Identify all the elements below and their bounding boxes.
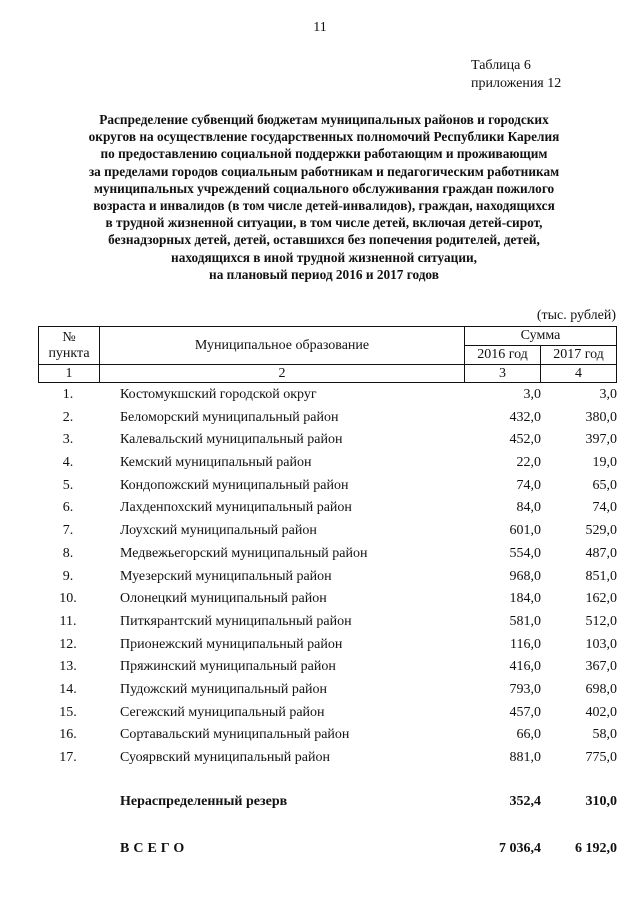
table-row [38, 520, 617, 543]
row-value-2017: 397,0 [585, 432, 617, 448]
row-municipality: Пудожский муниципальный район [120, 681, 328, 697]
row-municipality: Сортавальский муниципальный район [120, 727, 350, 743]
title-line: муниципальных учреждений социального обслуживания граждан пожилого [93, 180, 555, 196]
row-municipality: Питкярантский муниципальный район [120, 613, 352, 629]
row-number: 1. [62, 387, 74, 402]
table-row [38, 566, 617, 589]
row-value-2016: 968,0 [509, 568, 541, 584]
row-municipality: Суоярвский муниципальный район [120, 750, 330, 765]
row-value-2016: 457,0 [509, 704, 541, 720]
row-value-2017: 698,0 [585, 681, 617, 697]
row-number: 6. [62, 500, 74, 516]
row-number: 12. [59, 636, 77, 652]
title-line: в трудной жизненной ситуации, в том числе детей, включая детей-сирот, [105, 215, 543, 231]
header-year-2017: 2017 год [541, 346, 617, 365]
total-row [38, 838, 617, 860]
row-municipality: Муезерский муниципальный район [120, 568, 332, 584]
row-number: 4. [62, 455, 74, 471]
table-row [38, 724, 617, 747]
row-number: 16. [59, 727, 77, 743]
row-value-2017: 65,0 [592, 477, 617, 493]
title-line: Распределение субвенций бюджетам муниципальных районов и городских [99, 112, 549, 127]
row-value-2017: 162,0 [585, 591, 617, 607]
row-value-2016: 581,0 [509, 613, 541, 629]
header-year-2016: 2016 год [465, 346, 541, 365]
table-row [38, 475, 617, 498]
table-row [38, 656, 617, 679]
header-number-line1: № [62, 329, 76, 345]
row-number: 9. [62, 568, 74, 584]
row-value-2016: 601,0 [509, 523, 541, 539]
row-municipality: Калевальский муниципальный район [120, 432, 343, 448]
row-value-2016: 452,0 [509, 432, 541, 448]
row-municipality: Олонецкий муниципальный район [120, 591, 327, 607]
table-row [38, 588, 617, 611]
row-number: 5. [62, 477, 74, 493]
table-header [38, 326, 617, 383]
row-number: 3. [62, 432, 74, 448]
row-value-2016: 881,0 [509, 750, 541, 765]
row-municipality: Сегежский муниципальный район [120, 704, 325, 720]
row-value-2016: 22,0 [516, 455, 541, 471]
title-line: находящихся в иной трудной жизненной ситуации, [171, 249, 477, 265]
table-reference [471, 57, 561, 93]
row-municipality: Кемский муниципальный район [120, 455, 312, 471]
row-value-2016: 84,0 [516, 500, 541, 516]
row-number: 15. [59, 704, 77, 720]
title-line: возраста и инвалидов (в том числе детей-инвалидов), граждан, находящихся [93, 198, 555, 214]
row-value-2017: 529,0 [585, 523, 617, 539]
row-value-2017: 402,0 [585, 704, 617, 720]
row-number: 10. [59, 591, 77, 607]
title-line: округов на осуществление государственных полномочий Республики Карелия [88, 129, 560, 145]
row-number: 13. [59, 659, 77, 675]
row-value-2016: 66,0 [516, 727, 541, 743]
row-municipality: Лоухский муниципальный район [120, 523, 317, 539]
row-number: 8. [62, 545, 74, 561]
total-label: ВСЕГО [120, 841, 189, 856]
row-municipality: Беломорский муниципальный район [120, 409, 339, 425]
row-value-2016: 116,0 [510, 636, 541, 652]
reserve-row [38, 791, 617, 813]
reserve-label: Нераспределенный резерв [120, 794, 288, 809]
row-value-2017: 775,0 [585, 750, 617, 765]
header-col-2: 2 [100, 365, 465, 383]
table-row [38, 679, 617, 702]
header-col-4: 4 [541, 365, 617, 383]
row-number: 17. [59, 750, 77, 765]
row-value-2016: 432,0 [509, 409, 541, 425]
table-ref-line2: приложения 12 [471, 76, 562, 91]
row-number: 11. [59, 613, 77, 629]
row-value-2016: 74,0 [516, 477, 541, 493]
table-row [38, 702, 617, 725]
row-value-2016: 184,0 [509, 591, 541, 607]
row-value-2016: 416,0 [509, 659, 541, 675]
title-line: безнадзорных детей, детей, оставшихся без попечения родителей, детей, [108, 232, 540, 248]
reserve-2017: 310,0 [585, 794, 617, 809]
row-municipality: Прионежский муниципальный район [120, 636, 343, 652]
header-sum: Сумма [465, 327, 617, 346]
total-2016: 7 036,4 [499, 841, 541, 856]
table-row [38, 407, 617, 430]
row-municipality: Кондопожский муниципальный район [120, 477, 349, 493]
table-body [38, 384, 617, 770]
row-value-2017: 3,0 [599, 387, 617, 402]
table-row [38, 429, 617, 452]
table-row [38, 497, 617, 520]
units-label: (тыс. рублей) [536, 308, 616, 323]
row-municipality: Пряжинский муниципальный район [120, 659, 336, 675]
header-municipality: Муниципальное образование [100, 327, 465, 365]
row-municipality: Лахденпохский муниципальный район [120, 500, 352, 516]
table-row [38, 611, 617, 634]
row-value-2017: 103,0 [585, 636, 617, 652]
table-ref-line1: Таблица 6 [471, 58, 531, 73]
table-row [38, 452, 617, 475]
table-row [38, 384, 617, 407]
reserve-2016: 352,4 [509, 794, 541, 809]
row-value-2017: 380,0 [585, 409, 617, 425]
header-col-1: 1 [39, 365, 100, 383]
document-title [36, 111, 612, 283]
row-value-2016: 793,0 [509, 681, 541, 697]
row-value-2017: 512,0 [585, 613, 617, 629]
row-municipality: Костомукшский городской округ [120, 387, 317, 402]
table-row [38, 634, 617, 657]
header-number-line2: пункта [48, 345, 90, 361]
total-2017: 6 192,0 [575, 841, 617, 856]
title-line: за пределами городов социальным работникам и педагогическим работникам [88, 163, 560, 179]
row-number: 2. [62, 409, 74, 425]
row-value-2017: 74,0 [592, 500, 617, 516]
row-number: 7. [62, 523, 74, 539]
title-line: по предоставлению социальной поддержки работающим и проживающим [100, 146, 548, 162]
row-value-2017: 367,0 [585, 659, 617, 675]
row-municipality: Медвежьегорский муниципальный район [120, 545, 368, 561]
page-number: 11 [313, 20, 327, 35]
row-value-2016: 554,0 [509, 545, 541, 561]
row-number: 14. [59, 681, 77, 697]
row-value-2017: 851,0 [585, 568, 617, 584]
row-value-2017: 19,0 [592, 455, 617, 471]
row-value-2017: 58,0 [592, 727, 617, 743]
table-row [38, 543, 617, 566]
header-number [39, 327, 100, 365]
row-value-2017: 487,0 [585, 545, 617, 561]
title-line: на плановый период 2016 и 2017 годов [209, 266, 439, 282]
row-value-2016: 3,0 [523, 387, 541, 402]
header-col-3: 3 [465, 365, 541, 383]
table-row [38, 747, 617, 770]
